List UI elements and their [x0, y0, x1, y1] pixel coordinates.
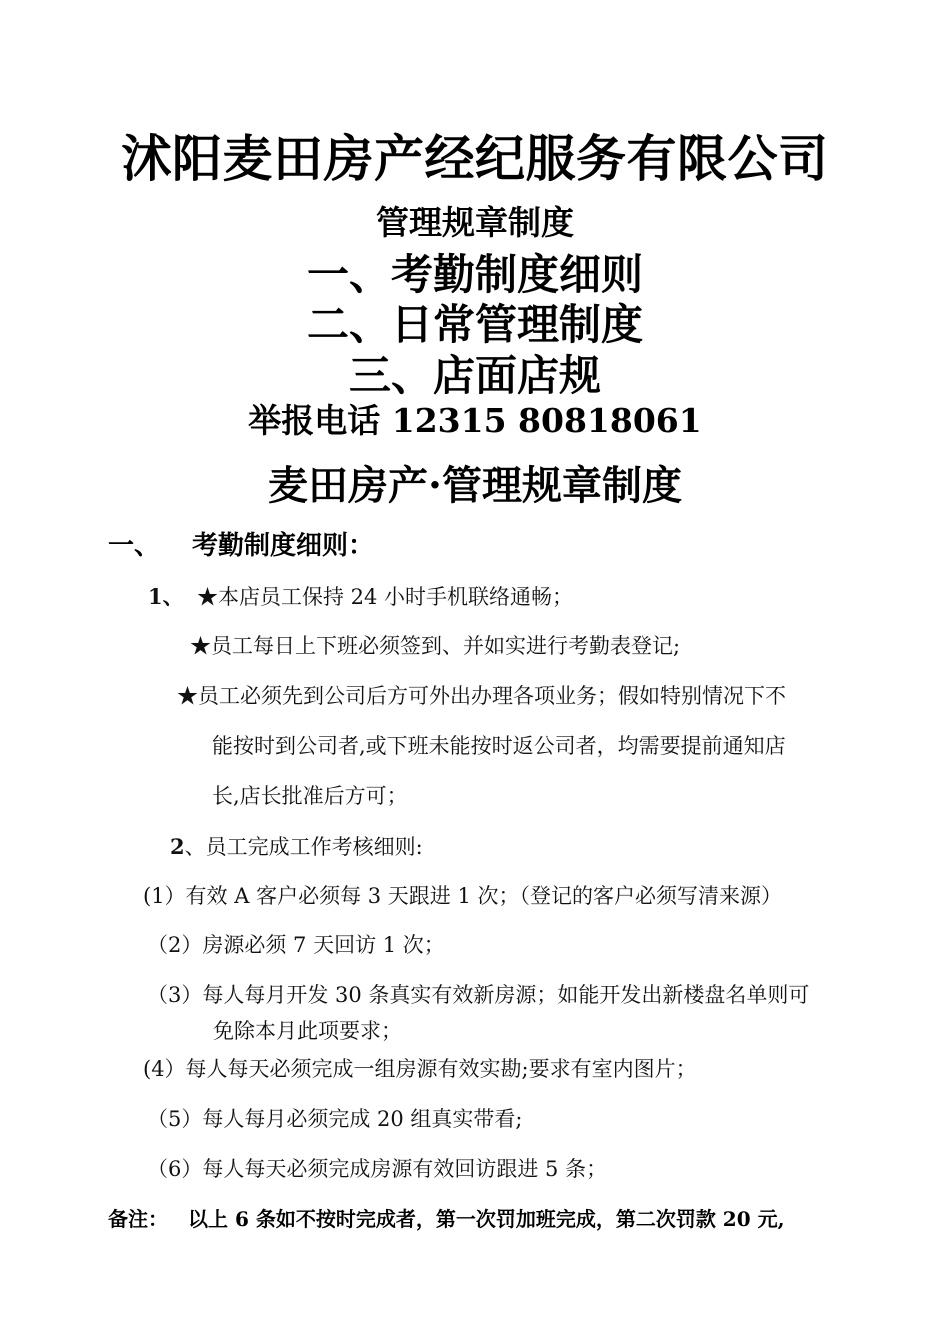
item1-line: 能按时到公司者,或下班未能按时返公司者，均需要提前通知店: [212, 734, 786, 758]
toc-item-daily-management: 二、日常管理制度: [306, 300, 643, 349]
section-number: 一、: [108, 531, 161, 561]
remark-text: 以上 6 条如不按时完成者，第一次罚加班完成，第二次罚款 20 元,: [188, 1207, 785, 1231]
rule-item: （6）每人每天必须完成房源有效回访跟进 5 条；: [147, 1157, 608, 1181]
rule-item: （3）每人每月开发 30 条真实有效新房源；如能开发出新楼盘名单则可: [147, 983, 810, 1007]
toc-item-store-rules: 三、店面店规: [348, 351, 601, 400]
section-heading: [108, 533, 374, 559]
item2-title-line: [170, 836, 423, 858]
document-subtitle: 管理规章制度: [376, 203, 574, 242]
company-name: 沭阳麦田房产经纪服务有限公司: [121, 129, 829, 188]
toc-item-attendance: 一、考勤制度细则: [306, 250, 643, 299]
item2-number: 2: [170, 834, 185, 859]
remark-line: [108, 1209, 785, 1229]
rules-heading: 麦田房产·管理规章制度: [268, 462, 682, 509]
rule-item: （5）每人每月必须完成 20 组真实带看;: [147, 1107, 523, 1131]
item1-line: 长,店长批准后方可；: [212, 784, 408, 808]
rule-item: (4）每人每天必须完成一组房源有效实勘;要求有室内图片；: [143, 1057, 697, 1081]
item1-number: 1、: [148, 584, 184, 609]
rule-item-continuation: 免除本月此项要求；: [213, 1019, 402, 1043]
report-hotline: 举报电话 12315 80818061: [248, 401, 702, 440]
item2-title: 、员工完成工作考核细则:: [184, 835, 423, 859]
rule-item: (1）有效 A 客户必须每 3 天跟进 1 次；（登记的客户必须写清来源）: [143, 884, 782, 908]
section-title: 考勤制度细则：: [192, 531, 375, 561]
remark-label: 备注：: [108, 1207, 168, 1231]
item1-line: ★本店员工保持 24 小时手机联络通畅；: [196, 585, 574, 609]
item1-first-line: [148, 586, 573, 608]
item1-line: ★员工每日上下班必须签到、并如实进行考勤表登记;: [190, 634, 681, 658]
item1-line: ★员工必须先到公司后方可外出办理各项业务；假如特别情况下不: [177, 684, 786, 708]
rule-item: （2）房源必须 7 天回访 1 次；: [147, 933, 445, 957]
